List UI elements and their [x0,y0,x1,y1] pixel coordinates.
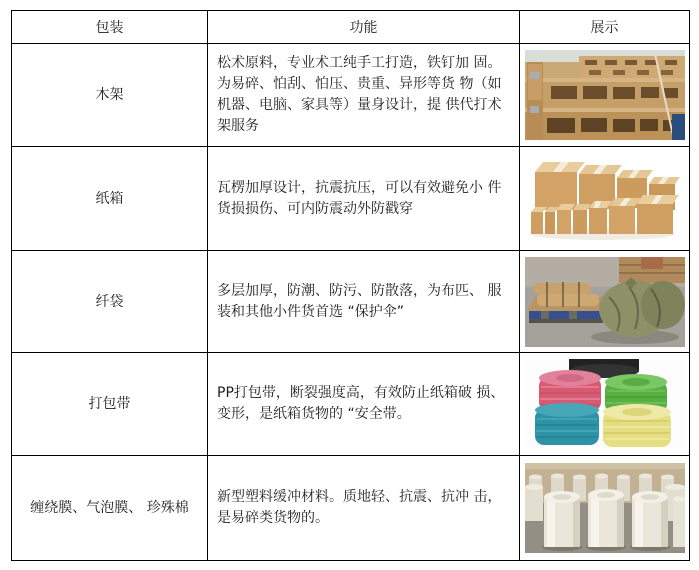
col-header-display: 展示 [520,11,690,44]
function-description: 瓦楞加厚设计，抗震抗压，可以有效避免小 件货损损伤、可内防震动外防戳穿 [208,147,520,251]
function-description: 多层加厚，防潮、防污、防散落，为布匹、 服装和其他小件货首选 “保护伞” [208,251,520,353]
packaging-name: 缠绕膜、气泡膜、 珍殊棉 [12,456,208,561]
cardboard-boxes-photo [525,154,685,244]
packaging-name: 纸箱 [12,147,208,251]
packaging-name: 打包带 [12,353,208,456]
woven-bags-photo [525,257,685,347]
film-rolls-photo [525,463,685,553]
function-description: 新型塑料缓冲材料。质地轻、抗震、抗冲 击，是易碎类货物的。 [208,456,520,561]
header-row [12,11,690,44]
packaging-name: 纤袋 [12,251,208,353]
table-row-wooden-crate [12,44,690,147]
table-row-woven-bag [12,251,690,353]
col-header-function: 功能 [208,11,520,44]
table-row-wrap-film [12,456,690,561]
display-cell [520,251,690,353]
function-description: PP打包带，断裂强度高，有效防止纸箱破 损、变形，是纸箱货物的 “安全带。 [208,353,520,456]
display-cell [520,456,690,561]
packaging-table [11,10,690,561]
display-cell [520,147,690,251]
strapping-rolls-photo [525,359,685,449]
wooden-crates-photo [525,50,685,140]
packaging-name: 木架 [12,44,208,147]
col-header-packaging: 包装 [12,11,208,44]
display-cell [520,353,690,456]
table-row-carton [12,147,690,251]
table-row-strapping [12,353,690,456]
display-cell [520,44,690,147]
function-description: 松术原料，专业术工纯手工打造，铁钉加 固。为易碎、怕刮、怕压、贵重、异形等货 物（如机器、电脑、家具等）量身设计，提 供代打术架服务 [208,44,520,147]
